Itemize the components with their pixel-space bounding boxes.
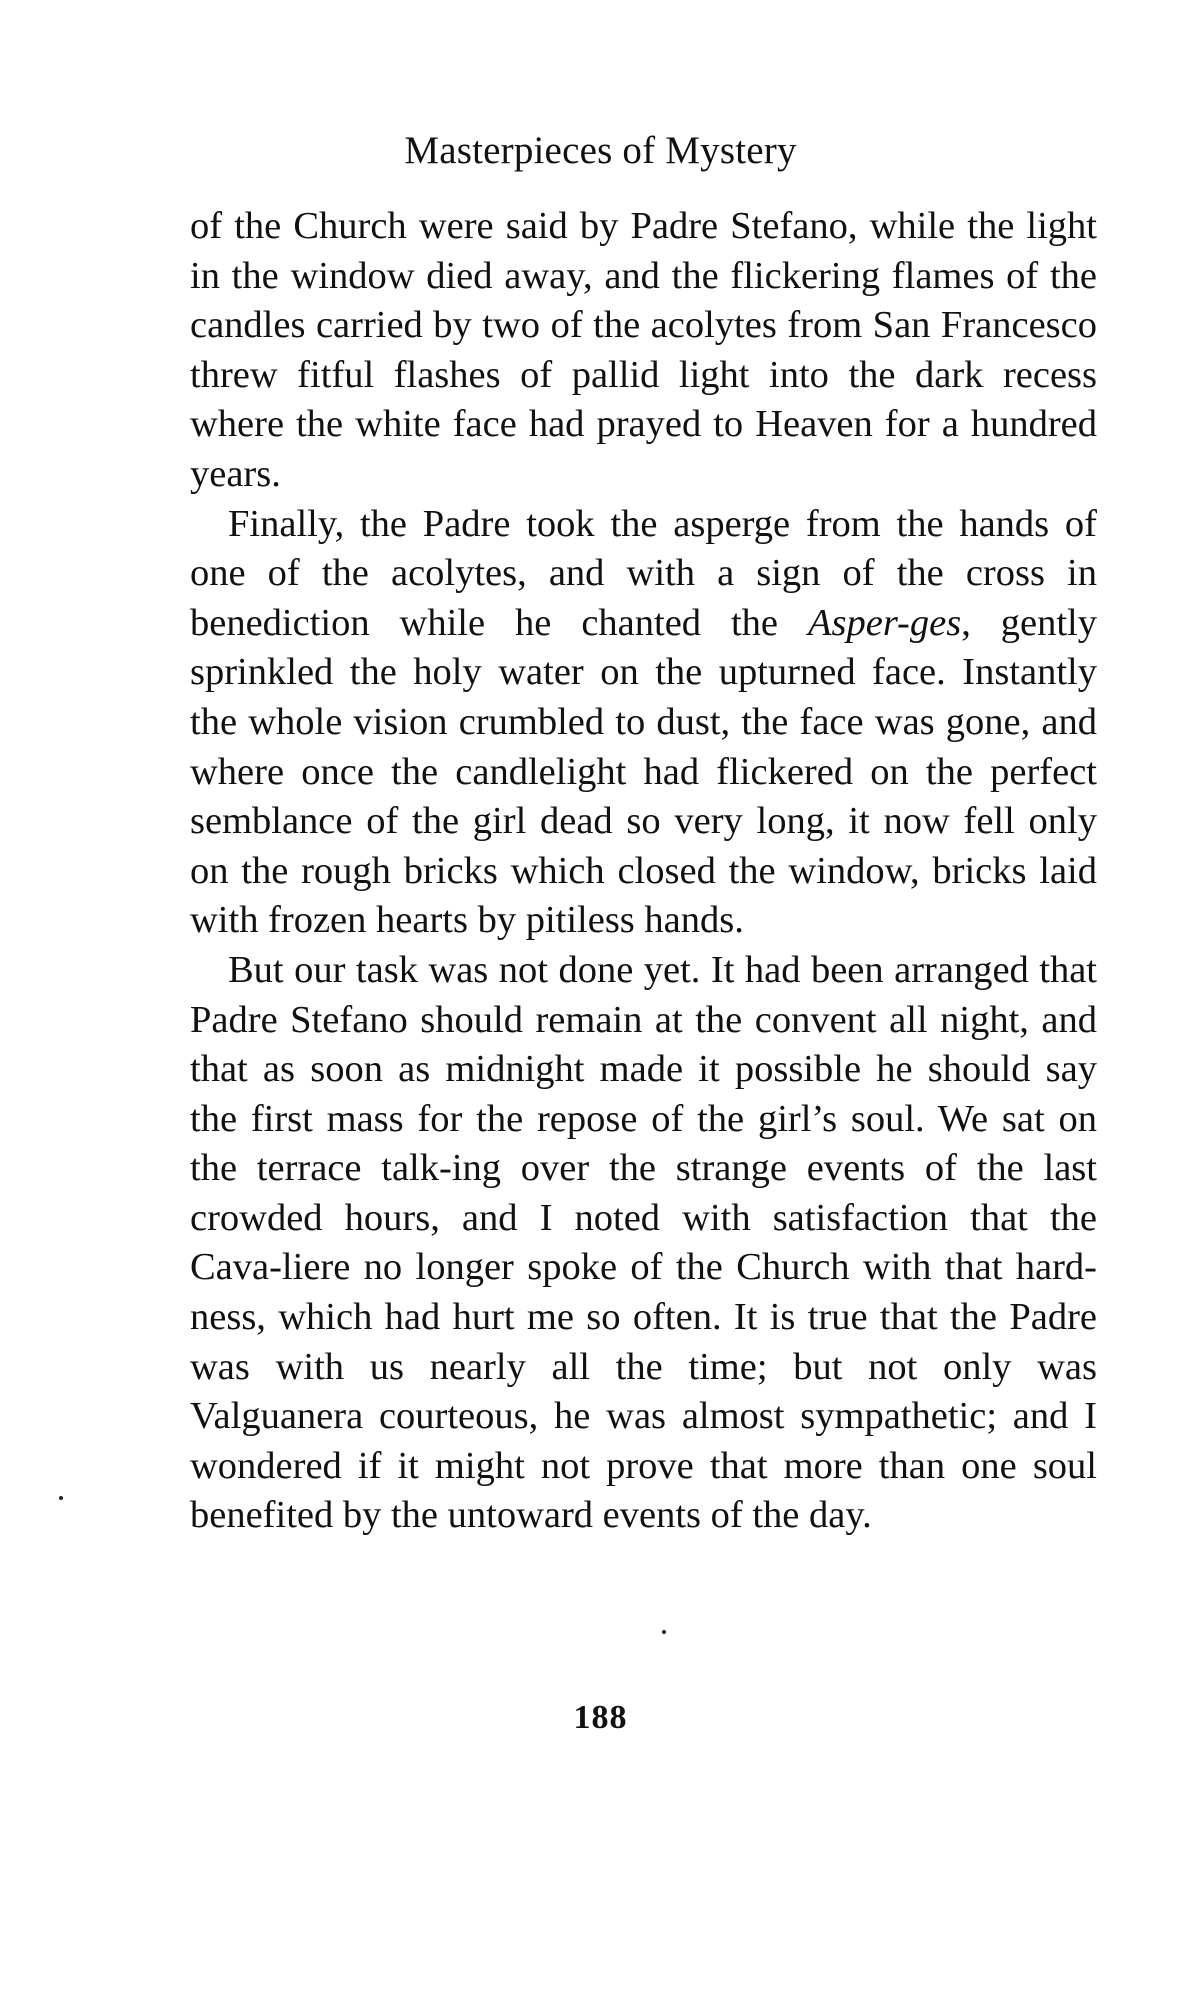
paragraph-3-text: But our task was not done yet. It had been arranged that Padre Stefano should remain at the convent all night, and that as soon as midnight made it possible he should say the first mass for the repose of the girl’s soul. We sat on the terrace talk-ing over the strange events of the last crowded hours, and I noted with satisfaction that the Cava-liere no longer spoke of the Church with that hard-ness, which had hurt me so often. It is true that the Padre was with us nearly all the time; but not only was Valguanera courteous, he was almost sympathetic; and I wondered if it might not prove that more than one soul benefited by the untoward events of the day. bbox=[190, 948, 1097, 1537]
paragraph-2-text-a: Finally, the Padre took the asperge from the hands of one of the acolytes, and with a sign of the cross in benediction while he chanted the bbox=[190, 502, 1097, 644]
page-number: 188 bbox=[573, 1699, 628, 1736]
print-speck bbox=[59, 1496, 63, 1500]
running-head: Masterpieces of Mystery bbox=[404, 129, 797, 172]
paragraph-1-text: of the Church were said by Padre Stefano, while the light in the window died away, and the flickering flames of the candles carried by two of the acolytes from San Francesco threw fitful flashes of pallid light into the dark recess where the white face had prayed to Heaven for a hundred years. bbox=[190, 205, 1097, 495]
paragraph-3 bbox=[190, 946, 1097, 1541]
asperges-italic: Asper-ges bbox=[807, 601, 962, 644]
body-text bbox=[190, 202, 1097, 1541]
print-speck bbox=[662, 1630, 666, 1634]
paragraph-2 bbox=[190, 500, 1097, 946]
paragraph-2-text-b: , gently sprinkled the holy water on the upturned face. Instantly the whole vision crumbled to dust, the face was gone, and where once the candlelight had flickered on the perfect semblance of the girl dead so very long, it now fell only on the rough bricks which closed the window, bricks laid with frozen hearts by pitiless hands. bbox=[190, 601, 1097, 942]
paragraph-1 bbox=[190, 202, 1097, 500]
